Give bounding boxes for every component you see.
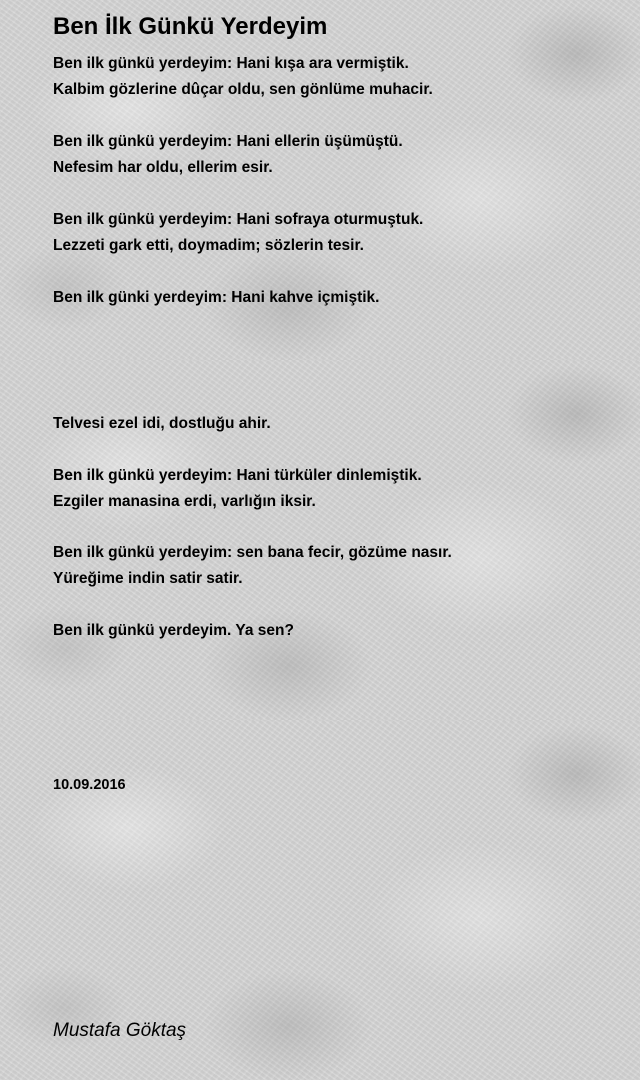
poem-line: Nefesim har oldu, ellerim esir. xyxy=(53,159,273,176)
poem-line: Kalbim gözlerine dûçar oldu, sen gönlüme muhacir. xyxy=(53,81,433,98)
stanza xyxy=(53,540,452,592)
poem-date: 10.09.2016 xyxy=(53,777,126,793)
poem-line: Ezgiler manasina erdi, varlığın iksir. xyxy=(53,493,316,510)
poem-panel-3 xyxy=(0,720,640,1080)
poem-panel-1 xyxy=(0,0,640,360)
poem-line: Ben ilk günkü yerdeyim. Ya sen? xyxy=(53,622,294,639)
poem-title: Ben İlk Günkü Yerdeyim xyxy=(53,13,328,40)
stanza xyxy=(53,285,379,311)
stanza xyxy=(53,51,433,103)
stanza xyxy=(53,411,271,437)
stanza xyxy=(53,463,422,515)
poem-line: Ben ilk günkü yerdeyim: sen bana fecir, gözüme nasır. xyxy=(53,544,452,561)
stanza xyxy=(53,618,294,644)
poem-line: Ben ilk günki yerdeyim: Hani kahve içmiştik. xyxy=(53,289,380,306)
poem-line: Ben ilk günkü yerdeyim: Hani ellerin üşümüştü. xyxy=(53,133,403,150)
poem-panel-2 xyxy=(0,360,640,720)
poem-line: Telvesi ezel idi, dostluğu ahir. xyxy=(53,415,271,432)
poem-line: Ben ilk günkü yerdeyim: Hani kışa ara vermiştik. xyxy=(53,55,409,72)
poem-author: Mustafa Göktaş xyxy=(53,1020,187,1041)
poem-line: Lezzeti gark etti, doymadim; sözlerin tesir. xyxy=(53,237,364,254)
poem-line: Ben ilk günkü yerdeyim: Hani türküler dinlemiştik. xyxy=(53,467,422,484)
stanza xyxy=(53,207,423,259)
stanza xyxy=(53,129,403,181)
poem-line: Ben ilk günkü yerdeyim: Hani sofraya oturmuştuk. xyxy=(53,211,424,228)
poem-line: Yüreğime indin satir satir. xyxy=(53,570,243,587)
